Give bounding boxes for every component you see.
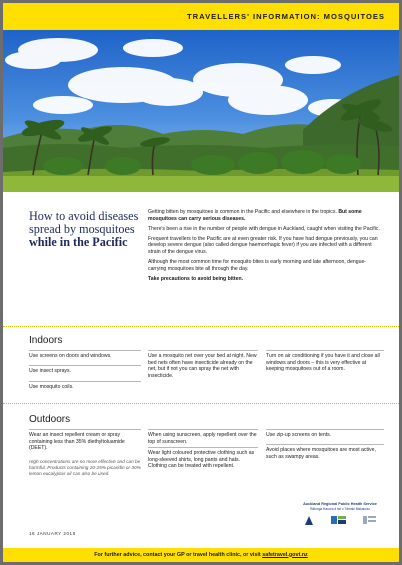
indoors-col1-rule	[29, 350, 141, 351]
footer-advice	[3, 552, 399, 558]
intro-paragraph-4: Although the most common time for mosquito bites is early morning and late afternoon, dengue-carrying mosquitoes bite all through the day.	[148, 259, 367, 272]
outdoors-heading: Outdoors	[29, 414, 71, 425]
indoors-col3-item-1: Turn on air conditioning if you have it and close all windows and doors – this is very effective at keeping mosquitoes out of a room.	[266, 353, 380, 373]
intro-title-line1: How to avoid diseases spread by mosquitoes	[29, 209, 139, 237]
logo-subtitle: Rātonga Hauora ā Iwi o Tāmaki Makaurau	[310, 506, 370, 511]
indoors-col1-item-2: Use insect sprays.	[29, 368, 71, 374]
intro-p1-text: Getting bitten by mosquitoes is common in the Pacific and elsewhere in the tropics.	[148, 209, 337, 215]
indoors-col1-item-3: Use mosquito coils.	[29, 384, 74, 390]
intro-paragraph-2: There's been a rise in the number of people with dengue in Auckland, caught when visiting the Pacific.	[148, 225, 380, 232]
intro-paragraph-3: Frequent travellers to the Pacific are at even greater risk. If you have had dengue previously, you can develop severe dengue (also called dengue haemorrhagic fever) if you are infected with a different strain of the dengue virus.	[148, 235, 378, 256]
outdoors-col2-rule	[148, 429, 258, 430]
indoors-col2-rule	[148, 350, 258, 351]
outdoors-col3-rule	[266, 429, 384, 430]
outdoors-col3-item-2: Avoid places where mosquitoes are most active, such as swampy areas.	[266, 447, 376, 460]
intro-p1-bold: But some mosquitoes can carry serious diseases.	[148, 209, 362, 222]
header-title: TRAVELLERS' INFORMATION: MOSQUITOES	[187, 12, 385, 21]
outdoors-col1-item-1: Wear an insect repellent cream or spray containing less than 35% diethyltoluamide (DEET).	[29, 432, 125, 452]
header-bar	[3, 3, 399, 30]
hero-landscape-image	[3, 30, 399, 192]
outdoors-col2-item-2: Wear light coloured protective clothing such as long-sleeved shirts, long pants and hats. Clothing can be treated with repellent.	[148, 450, 255, 470]
dotted-divider-2	[3, 403, 399, 404]
partner-logos	[295, 513, 385, 527]
footer-bar	[3, 548, 399, 562]
indoors-heading: Indoors	[29, 335, 63, 346]
indoors-col1-rule-2	[29, 365, 141, 366]
intro-title	[29, 210, 141, 250]
arphs-logo	[295, 502, 385, 534]
outdoors-col1-note: High concentrations are no more effective and can be harmful. Products containing 20-25% picaridin or 30% lemon eucalyptus oil can also be used.	[29, 459, 141, 476]
logo-title: Auckland Regional Public Health Service	[303, 502, 377, 506]
safetravel-link[interactable]: safetravel.govt.nz	[262, 551, 308, 558]
publication-date: 16 JANUARY 2018	[29, 531, 76, 536]
info-sheet	[3, 3, 399, 562]
indoors-col1-item-1: Use screens on doors and windows.	[29, 353, 112, 359]
outdoors-col3-rule-2	[266, 444, 384, 445]
outdoors-col2-item-1: When using sunscreen, apply repellent over the top of sunscreen.	[148, 432, 257, 445]
intro-title-line2: while in the Pacific	[29, 235, 128, 250]
indoors-col1-rule-3	[29, 381, 141, 382]
partner-logo-marks-icon	[295, 513, 385, 527]
intro-paragraph-1	[148, 209, 384, 222]
footer-advice-text: For further advice, contact your GP or travel health clinic, or visit	[94, 551, 263, 558]
outdoors-col3-item-1: Use zip-up screens on tents.	[266, 432, 332, 438]
indoors-col3-rule	[266, 350, 384, 351]
outdoors-col1-rule	[29, 429, 141, 430]
dotted-divider	[3, 326, 399, 327]
indoors-col2-item-1: Use a mosquito net over your bed at night. New bed nets often have insecticide already on the net, but if not you can spray the net with insecticide.	[148, 353, 257, 379]
intro-paragraph-5: Take precautions to avoid being bitten.	[148, 275, 244, 282]
intro-text	[148, 209, 384, 286]
outdoors-col2-rule-2	[148, 447, 258, 448]
